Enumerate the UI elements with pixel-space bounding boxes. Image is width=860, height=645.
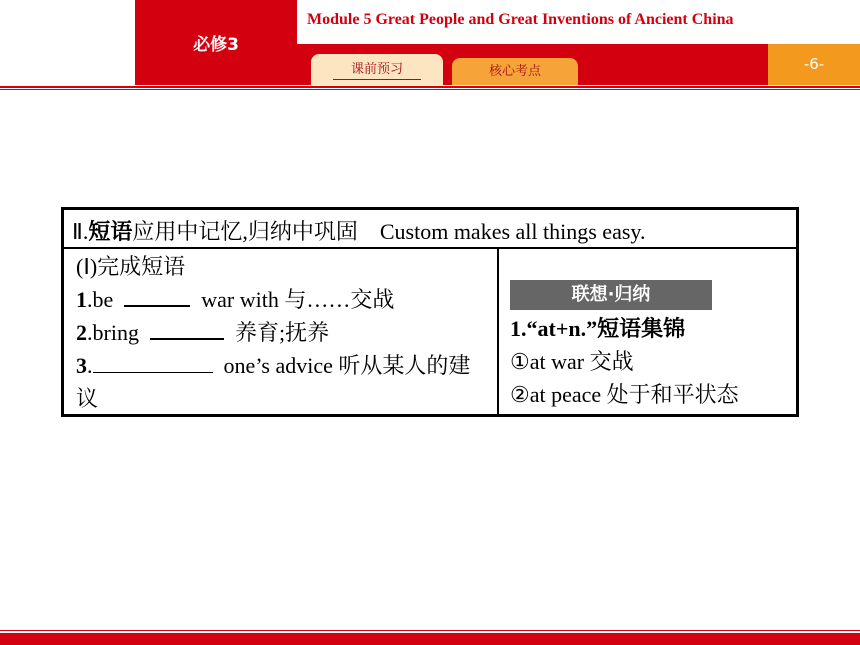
- table-header: [64, 210, 796, 249]
- item-text: .be: [87, 287, 114, 312]
- tab-key-points-label: 核心考点: [488, 64, 541, 79]
- collection-item: ②at peace 处于和平状态: [510, 382, 739, 407]
- item-text: .: [87, 353, 93, 378]
- answer-blank[interactable]: [93, 350, 213, 373]
- heading-bold: 短语: [88, 219, 133, 244]
- table-heading: [72, 215, 645, 246]
- tab-preview-label: 课前预习: [333, 62, 421, 80]
- page-number: -6-: [768, 44, 860, 85]
- heading-prefix: Ⅱ.: [72, 219, 89, 244]
- book-label: 必修3: [193, 35, 239, 55]
- item-number: 2: [76, 320, 87, 345]
- phrase-item: [76, 349, 486, 415]
- item-number: 3: [76, 353, 87, 378]
- answer-blank[interactable]: [124, 283, 190, 307]
- tab-preview[interactable]: [311, 54, 443, 85]
- item-text: .bring: [87, 320, 139, 345]
- right-column: [510, 250, 800, 411]
- header-divider-thin: [0, 89, 860, 90]
- heading-rest: 应用中记忆,归纳中巩固: [132, 219, 358, 244]
- phrase-table: [61, 207, 799, 417]
- item-text: 养育;抚养: [234, 320, 330, 345]
- item-text: one’s advice 听从某人的建议: [76, 353, 471, 411]
- item-text: war with 与……交战: [201, 287, 395, 312]
- phrase-item: [76, 283, 486, 316]
- answer-blank[interactable]: [150, 316, 224, 340]
- association-badge: 联想·归纳: [510, 280, 712, 310]
- section-title: (Ⅰ)完成短语: [76, 254, 186, 279]
- phrase-item: [76, 316, 486, 349]
- left-column: [76, 250, 486, 415]
- item-number: 1: [76, 287, 87, 312]
- collection-title: 1.“at+n.”短语集锦: [510, 316, 686, 341]
- tab-key-points[interactable]: [452, 58, 578, 85]
- collection-item: ①at war 交战: [510, 349, 634, 374]
- motto: Custom makes all things easy.: [379, 219, 646, 244]
- footer-line: [0, 630, 860, 631]
- footer-bar: [0, 633, 860, 645]
- column-divider: [497, 247, 499, 414]
- module-title: Module 5 Great People and Great Inventions of Ancient China: [307, 11, 734, 28]
- header-divider: [0, 86, 860, 88]
